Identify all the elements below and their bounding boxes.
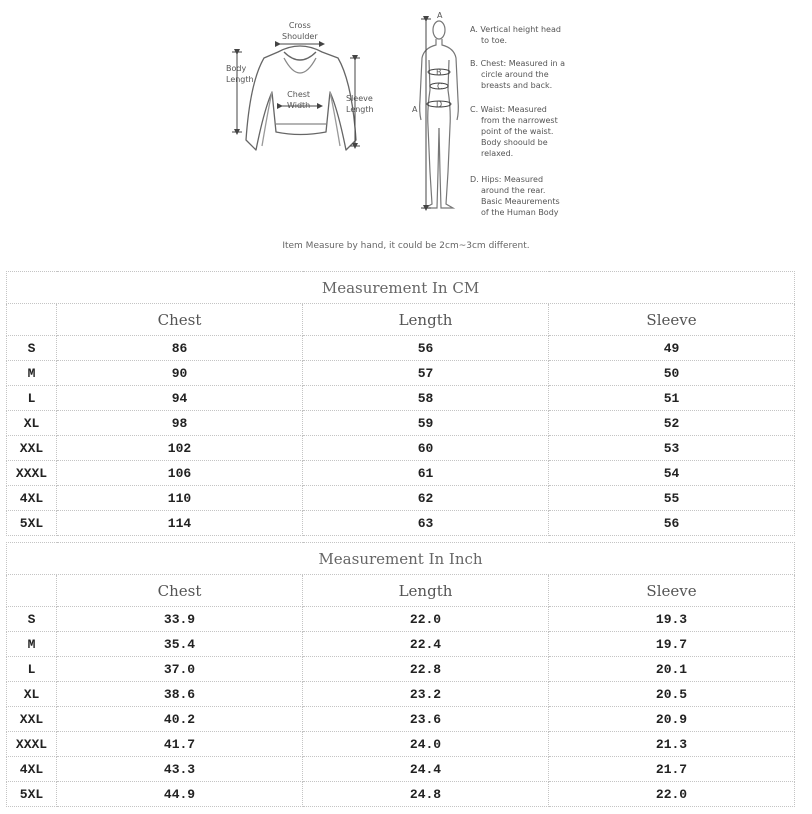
chest-cell: 90 <box>57 361 303 386</box>
sleeve-cell: 53 <box>549 436 795 461</box>
point-c-label: C <box>437 82 443 91</box>
header-length: Length <box>303 575 549 607</box>
size-cell: XXL <box>7 436 57 461</box>
sleeve-cell: 22.0 <box>549 782 795 807</box>
sleeve-cell: 50 <box>549 361 795 386</box>
length-cell: 23.6 <box>303 707 549 732</box>
size-cell: S <box>7 607 57 632</box>
table-row <box>7 757 795 782</box>
cross-shoulder-label: Cross Shoulder <box>282 21 318 41</box>
header-row <box>7 304 795 336</box>
size-cell: XXXL <box>7 732 57 757</box>
table-row <box>7 386 795 411</box>
sleeve-cell: 20.5 <box>549 682 795 707</box>
chest-width-label: Chest Width <box>287 90 311 110</box>
size-cell: 5XL <box>7 511 57 536</box>
point-a-label: A <box>437 11 443 20</box>
point-b-label: B <box>436 68 442 77</box>
chest-cell: 106 <box>57 461 303 486</box>
sleeve-cell: 49 <box>549 336 795 361</box>
sleeve-cell: 51 <box>549 386 795 411</box>
length-cell: 56 <box>303 336 549 361</box>
size-cell: L <box>7 386 57 411</box>
length-cell: 24.4 <box>303 757 549 782</box>
header-length: Length <box>303 304 549 336</box>
length-cell: 60 <box>303 436 549 461</box>
length-cell: 23.2 <box>303 682 549 707</box>
header-sleeve: Sleeve <box>549 575 795 607</box>
table-row <box>7 361 795 386</box>
sleeve-cell: 19.3 <box>549 607 795 632</box>
diagram-drawings <box>0 0 812 262</box>
size-table-cm <box>6 271 795 536</box>
chest-cell: 35.4 <box>57 632 303 657</box>
table-row <box>7 632 795 657</box>
sleeve-cell: 55 <box>549 486 795 511</box>
sleeve-cell: 52 <box>549 411 795 436</box>
table-row <box>7 486 795 511</box>
legend-c: C. Waist: Measured from the narrowest point of the waist. Body shoould be relaxed. <box>470 105 558 158</box>
sleeve-cell: 20.1 <box>549 657 795 682</box>
length-cell: 22.4 <box>303 632 549 657</box>
chest-cell: 43.3 <box>57 757 303 782</box>
length-cell: 62 <box>303 486 549 511</box>
size-cell: 4XL <box>7 757 57 782</box>
size-cell: S <box>7 336 57 361</box>
size-cell: XXXL <box>7 461 57 486</box>
table-row <box>7 682 795 707</box>
length-cell: 59 <box>303 411 549 436</box>
chest-cell: 94 <box>57 386 303 411</box>
table-row <box>7 782 795 807</box>
length-cell: 57 <box>303 361 549 386</box>
table-row <box>7 732 795 757</box>
table-row <box>7 707 795 732</box>
size-cell: XXL <box>7 707 57 732</box>
chest-cell: 102 <box>57 436 303 461</box>
header-chest: Chest <box>57 304 303 336</box>
table-title: Measurement In Inch <box>7 543 795 575</box>
chest-cell: 37.0 <box>57 657 303 682</box>
table-row <box>7 461 795 486</box>
sleeve-cell: 56 <box>549 511 795 536</box>
chest-cell: 98 <box>57 411 303 436</box>
chest-cell: 114 <box>57 511 303 536</box>
size-cell: 5XL <box>7 782 57 807</box>
legend-a: A. Vertical height head to toe. <box>470 25 561 45</box>
size-cell: M <box>7 632 57 657</box>
sleeve-cell: 54 <box>549 461 795 486</box>
header-corner <box>7 304 57 336</box>
chest-cell: 86 <box>57 336 303 361</box>
length-cell: 58 <box>303 386 549 411</box>
size-cell: XL <box>7 411 57 436</box>
size-cell: L <box>7 657 57 682</box>
length-cell: 63 <box>303 511 549 536</box>
length-cell: 24.0 <box>303 732 549 757</box>
sleeve-length-label: Sleeve Length <box>346 94 374 114</box>
sleeve-cell: 21.3 <box>549 732 795 757</box>
table-row <box>7 657 795 682</box>
size-table-inch <box>6 542 795 807</box>
measurement-diagram <box>0 0 812 262</box>
length-cell: 24.8 <box>303 782 549 807</box>
chest-cell: 38.6 <box>57 682 303 707</box>
chest-cell: 40.2 <box>57 707 303 732</box>
header-sleeve: Sleeve <box>549 304 795 336</box>
legend-d: D. Hips: Measured around the rear. Basic Meaurements of the Human Body <box>470 175 560 217</box>
size-cell: 4XL <box>7 486 57 511</box>
header-row <box>7 575 795 607</box>
point-d-label: D <box>436 100 443 109</box>
chest-cell: 110 <box>57 486 303 511</box>
point-a-side-label: A <box>412 105 418 114</box>
table-row <box>7 336 795 361</box>
length-cell: 22.8 <box>303 657 549 682</box>
sleeve-cell: 19.7 <box>549 632 795 657</box>
header-corner <box>7 575 57 607</box>
size-cell: M <box>7 361 57 386</box>
chest-cell: 33.9 <box>57 607 303 632</box>
human-body-icon <box>420 21 459 208</box>
sleeve-cell: 21.7 <box>549 757 795 782</box>
size-cell: XL <box>7 682 57 707</box>
length-cell: 61 <box>303 461 549 486</box>
measure-note: Item Measure by hand, it could be 2cm~3cm different. <box>282 241 530 251</box>
chest-cell: 41.7 <box>57 732 303 757</box>
header-chest: Chest <box>57 575 303 607</box>
table-title: Measurement In CM <box>7 272 795 304</box>
chest-cell: 44.9 <box>57 782 303 807</box>
table-row <box>7 511 795 536</box>
table-row <box>7 411 795 436</box>
legend-b: B. Chest: Measured in a circle around the breasts and back. <box>470 59 566 90</box>
sleeve-cell: 20.9 <box>549 707 795 732</box>
body-length-label: Body Length <box>226 64 254 84</box>
table-row <box>7 436 795 461</box>
length-cell: 22.0 <box>303 607 549 632</box>
table-row <box>7 607 795 632</box>
